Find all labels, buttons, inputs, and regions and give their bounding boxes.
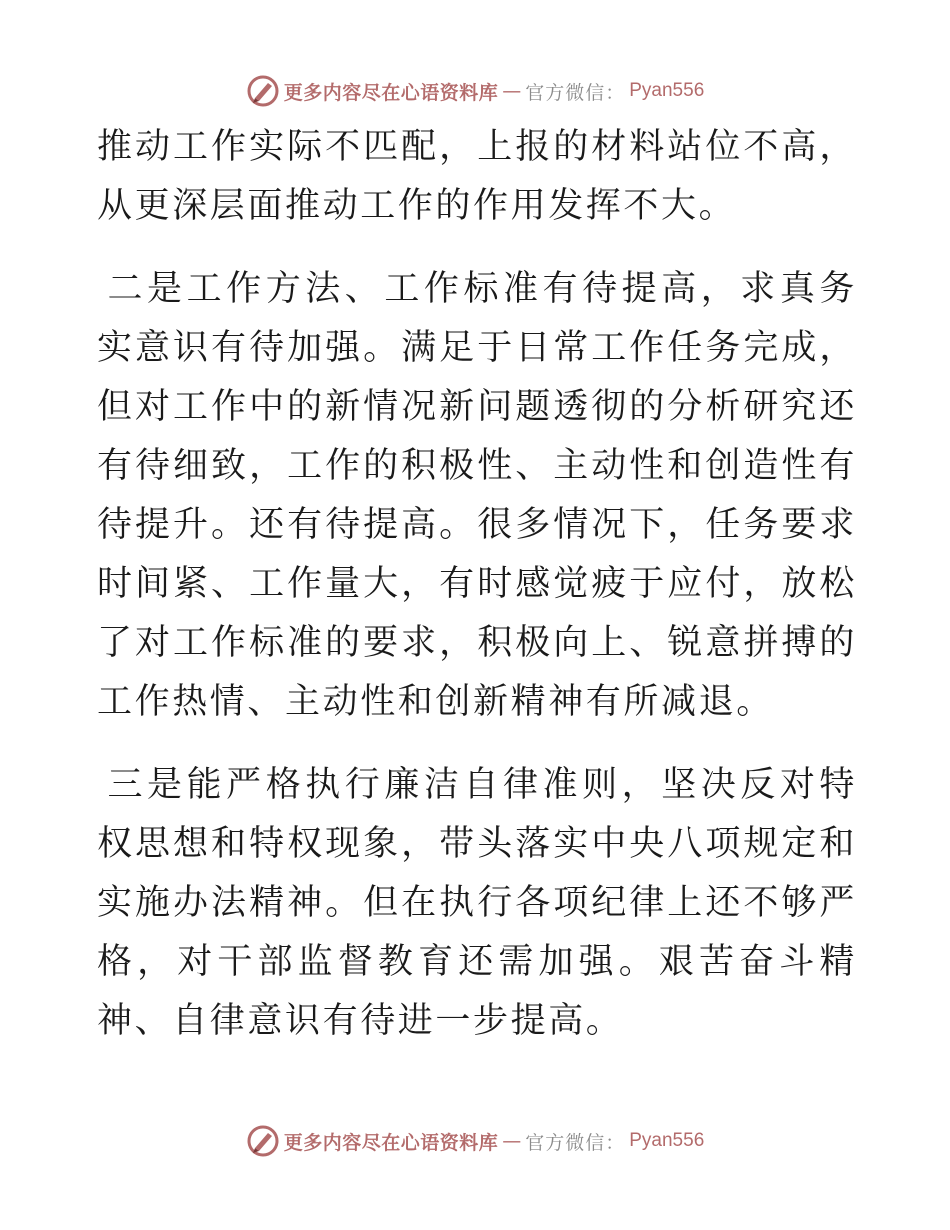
paragraph-2: 二是工作方法、工作标准有待提高，求真务实意识有待加强。满足于日常工作任务完成，但对工作中的新情况新问题透彻的分析研究还有待细致，工作的积极性、主动性和创造性有待提升。还有待提高。很多情况下，任务要求时间紧、工作量大，有时感觉疲于应付，放松了对工作标准的要求，积极向上、锐意拼搏的工作热情、主动性和创新精神有所减退。	[97, 269, 857, 722]
watermark-text: 更多内容尽在心语资料库	[283, 81, 499, 104]
watermark-dash: —	[502, 80, 522, 102]
document-body	[97, 118, 857, 1051]
watermark-dash: —	[502, 1130, 522, 1152]
paragraph-3: 三是能严格执行廉洁自律准则，坚决反对特权思想和特权现象，带头落实中央八项规定和实施办法精神。但在执行各项纪律上还不够严格，对干部监督教育还需加强。艰苦奋斗精神、自律意识有待进一步提高。	[97, 765, 857, 1041]
watermark-wechat-id: Pyan556	[629, 1130, 705, 1151]
paragraph-1: 推动工作实际不匹配，上报的材料站位不高，从更深层面推动工作的作用发挥不大。	[97, 127, 857, 226]
pen-logo-icon	[246, 74, 280, 108]
watermark-wechat-label: 官方微信：	[525, 81, 626, 104]
watermark-wechat-id: Pyan556	[629, 80, 705, 101]
watermark-wechat-label: 官方微信：	[525, 1131, 626, 1154]
watermark-text: 更多内容尽在心语资料库	[283, 1131, 499, 1154]
pen-logo-icon	[246, 1124, 280, 1158]
footer-watermark	[0, 1124, 950, 1158]
header-watermark	[0, 74, 950, 108]
